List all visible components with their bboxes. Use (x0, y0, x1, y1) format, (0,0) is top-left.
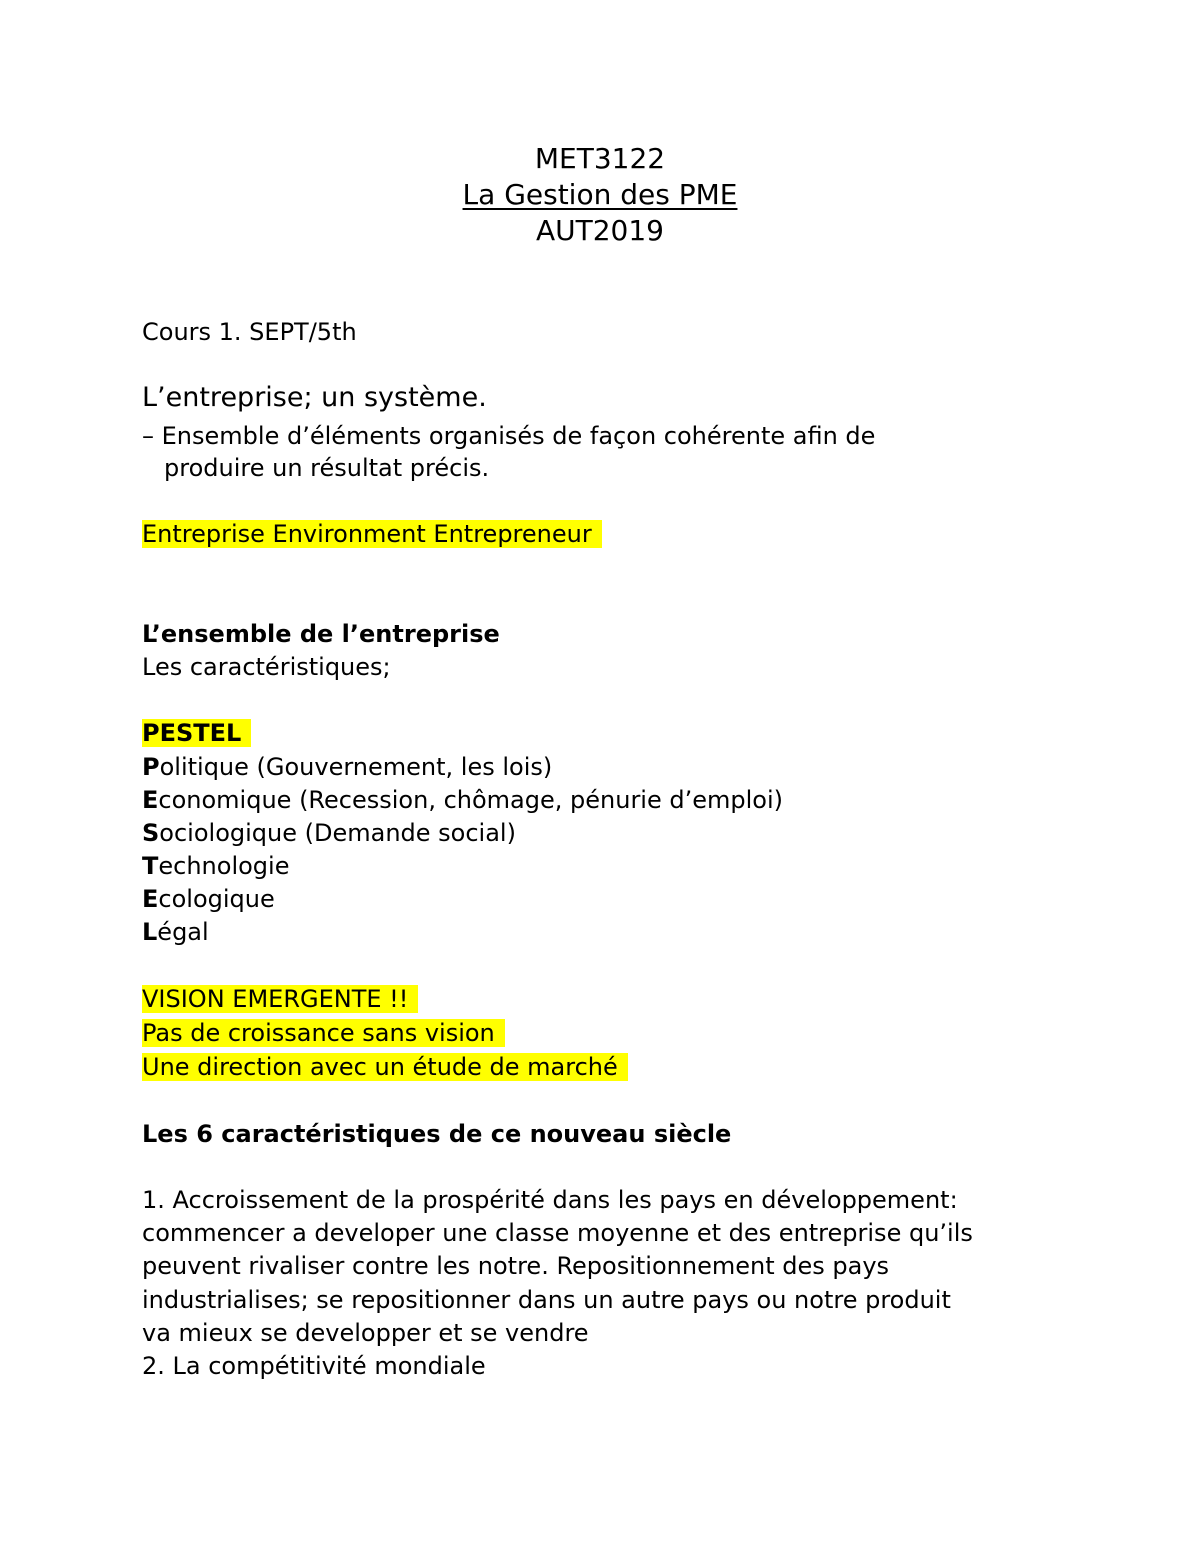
pestel-rest: ociologique (Demande social) (159, 819, 516, 847)
system-heading (142, 382, 487, 414)
century-paragraph-line: 2. La compétitivité mondiale (142, 1352, 486, 1380)
system-bullet-line2: produire un résultat précis. (164, 454, 490, 482)
system-heading-rest: ; un système. (303, 382, 487, 413)
century-paragraph-line: commencer a developer une classe moyenne et des entreprise qu’ils (142, 1219, 973, 1247)
course-title (0, 178, 1200, 212)
pestel-initial: L (142, 918, 158, 946)
pestel-rest: cologique (158, 885, 275, 913)
course-term: AUT2019 (535, 214, 664, 247)
pestel-highlight: PESTEL (142, 719, 251, 747)
session-label: Cours 1. SEPT/5th (142, 318, 357, 346)
course-title-text: La Gestion des PME (462, 178, 738, 211)
pestel-item (142, 883, 275, 915)
pestel-item (142, 751, 552, 783)
pestel-initial: T (142, 852, 159, 880)
pestel-item (142, 817, 516, 849)
vision-line (142, 1051, 628, 1083)
vision-highlight: Une direction avec un étude de marché (142, 1053, 628, 1081)
bullet-marker: – (142, 422, 154, 450)
century-heading: Les 6 caractéristiques de ce nouveau siècle (142, 1120, 732, 1148)
vision-highlight: VISION EMERGENTE !! (142, 985, 418, 1013)
course-code: MET3122 (534, 142, 666, 175)
bullet-text-1: Ensemble d’éléments organisés de façon cohérente afin de (161, 422, 876, 450)
vision-line (142, 983, 418, 1015)
vision-highlight: Pas de croissance sans vision (142, 1019, 505, 1047)
century-paragraph-line: industrialises; se repositionner dans un autre pays ou notre produit (142, 1286, 951, 1314)
pestel-heading (142, 717, 251, 749)
pestel-initial: E (142, 786, 159, 814)
system-bullet-line1 (142, 420, 875, 452)
century-paragraph-line: peuvent rivaliser contre les notre. Repositionnement des pays (142, 1252, 890, 1280)
pestel-initial: P (142, 753, 160, 781)
century-paragraph-line: va mieux se developper et se vendre (142, 1319, 589, 1347)
ensemble-subtext: Les caractéristiques; (142, 653, 391, 681)
pestel-item (142, 784, 783, 816)
triad-line (142, 518, 602, 550)
pestel-initial: S (142, 819, 160, 847)
triad-highlight: Entreprise Environment Entrepreneur (142, 520, 602, 548)
pestel-rest: égal (157, 918, 209, 946)
pestel-rest: conomique (Recession, chômage, pénurie d’emploi) (158, 786, 783, 814)
pestel-rest: olitique (Gouvernement, les lois) (159, 753, 553, 781)
pestel-item (142, 916, 209, 948)
pestel-rest: echnologie (158, 852, 290, 880)
system-heading-bold: L’entreprise (142, 382, 304, 413)
vision-line (142, 1017, 505, 1049)
ensemble-heading: L’ensemble de l’entreprise (142, 620, 500, 648)
pestel-initial: E (142, 885, 159, 913)
century-paragraph-line: 1. Accroissement de la prospérité dans les pays en développement: (142, 1186, 958, 1214)
pestel-item (142, 850, 289, 882)
